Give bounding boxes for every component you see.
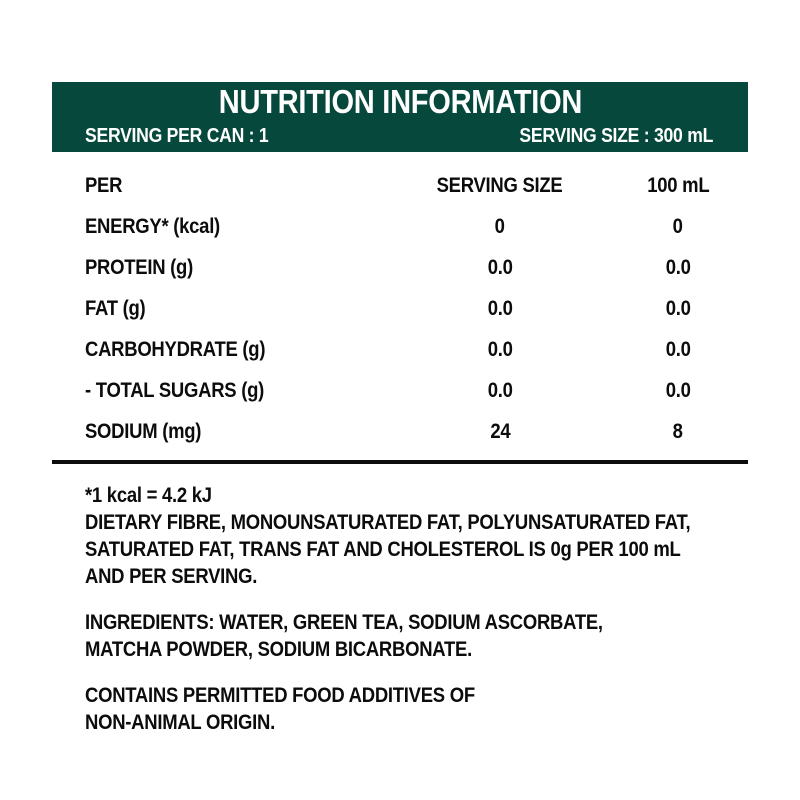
column-header-per: PER — [85, 173, 123, 197]
kcal-conversion-note — [85, 482, 748, 590]
row-100ml-value: 0.0 — [665, 296, 691, 320]
table-row-protein — [85, 247, 748, 288]
note-line: DIETARY FIBRE, MONOUNSATURATED FAT, POLYUNSATURATED FAT, — [85, 511, 691, 534]
page-title-text: NUTRITION INFORMATION — [218, 83, 582, 120]
row-label: CARBOHYDRATE (g) — [85, 337, 266, 361]
note-line: INGREDIENTS: WATER, GREEN TEA, SODIUM ASCORBATE, — [85, 611, 603, 634]
footnotes-section — [85, 482, 748, 736]
row-serving-value: 24 — [489, 419, 511, 443]
note-line: SATURATED FAT, TRANS FAT AND CHOLESTEROL IS 0g PER 100 mL — [85, 538, 681, 561]
row-label: SODIUM (mg) — [85, 419, 202, 443]
row-label: ENERGY* (kcal) — [85, 214, 220, 238]
row-100ml-value: 0.0 — [665, 378, 691, 402]
ingredients-note — [85, 609, 748, 663]
row-serving-value: 0.0 — [487, 378, 513, 402]
row-serving-value: 0.0 — [487, 337, 513, 361]
note-line: CONTAINS PERMITTED FOOD ADDITIVES OF — [85, 684, 475, 707]
divider-line — [52, 460, 748, 464]
table-header-row — [85, 165, 748, 206]
row-100ml-value: 0.0 — [665, 255, 691, 279]
page-title — [52, 84, 748, 120]
note-line: *1 kcal = 4.2 kJ — [85, 484, 212, 507]
note-line: NON-ANIMAL ORIGIN. — [85, 711, 275, 734]
additives-note — [85, 682, 748, 736]
row-100ml-value: 0 — [672, 214, 684, 238]
serving-per-can-label: SERVING PER CAN : 1 — [85, 125, 269, 147]
table-row-fat — [85, 288, 748, 329]
table-row-sodium — [85, 411, 748, 452]
row-label: - TOTAL SUGARS (g) — [85, 378, 265, 402]
column-header-100ml: 100 mL — [646, 173, 710, 197]
row-100ml-value: 0.0 — [665, 337, 691, 361]
row-label: PROTEIN (g) — [85, 255, 193, 279]
row-serving-value: 0.0 — [487, 296, 513, 320]
row-100ml-value: 8 — [672, 419, 684, 443]
table-row-carbohydrate — [85, 329, 748, 370]
column-header-serving-size: SERVING SIZE — [437, 173, 563, 197]
nutrition-header-band — [52, 82, 748, 152]
table-row-total-sugars — [85, 370, 748, 411]
table-row-energy — [85, 206, 748, 247]
nutrition-table — [85, 165, 748, 452]
serving-size-label: SERVING SIZE : 300 mL — [519, 125, 713, 147]
row-serving-value: 0 — [494, 214, 506, 238]
serving-info-row — [85, 125, 713, 147]
row-label: FAT (g) — [85, 296, 146, 320]
note-line: AND PER SERVING. — [85, 565, 258, 588]
row-serving-value: 0.0 — [487, 255, 513, 279]
note-line: MATCHA POWDER, SODIUM BICARBONATE. — [85, 638, 472, 661]
